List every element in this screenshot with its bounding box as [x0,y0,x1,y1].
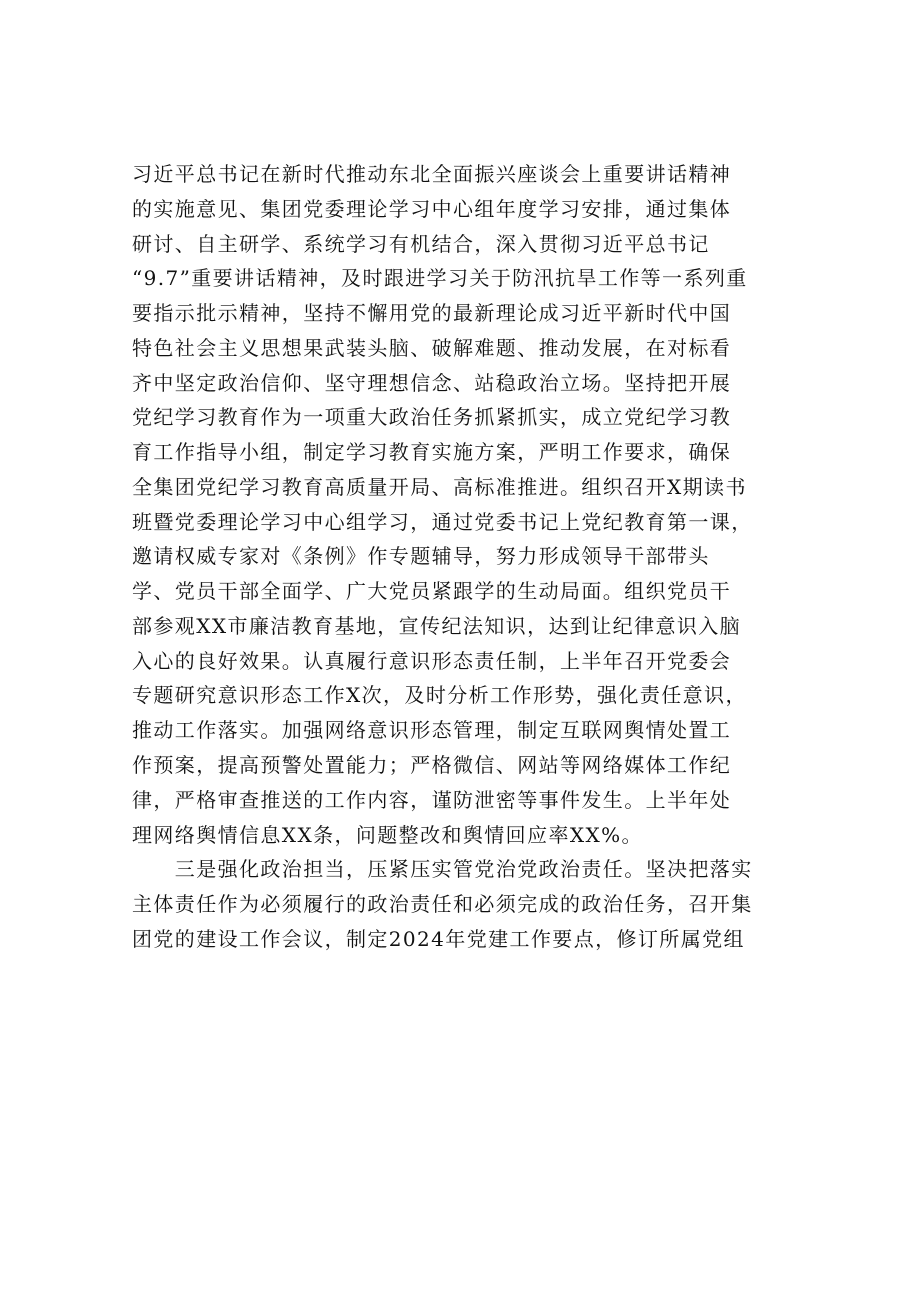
text-line: 党纪学习教育作为一项重大政治任务抓紧抓实，成立党纪学习教 [132,405,732,430]
body-text [132,157,812,957]
text-line: 习近平总书记在新时代推动东北全面振兴座谈会上重要讲话精神 [132,162,732,186]
text-line: 团党的建设工作会议，制定2024年党建工作要点，修订所属党组 [132,926,745,951]
text-line: 班暨党委理论学习中心组学习，通过党委书记上党纪教育第一课， [132,509,753,534]
text-line: “9.7”重要讲话精神，及时跟进学习关于防汛抗旱工作等一系列重 [132,266,748,291]
text-line: 理网络舆情信息XX条，问题整改和舆情回应率XX%。 [132,822,643,847]
text-line: 专题研究意识形态工作X次，及时分析工作形势，强化责任意识， [132,683,747,708]
text-line: 邀请权威专家对《条例》作专题辅导，努力形成领导干部带头 [132,544,710,569]
text-line: 全集团党纪学习教育高质量开局、高标准推进。组织召开X期读书 [132,474,747,499]
text-line: 齐中坚定政治信仰、坚守理想信念、站稳政治立场。坚持把开展 [132,370,732,395]
text-line: 入心的良好效果。认真履行意识形态责任制，上半年召开党委会 [132,648,732,673]
text-line: 部参观XX市廉洁教育基地，宣传纪法知识，达到让纪律意识入脑 [132,613,742,638]
text-line: 主体责任作为必须履行的政治责任和必须完成的政治任务，召开集 [132,892,753,917]
text-line: 作预案，提高预警处置能力；严格微信、网站等网络媒体工作纪 [132,753,732,778]
text-line: 特色社会主义思想果武装头脑、破解难题、推动发展，在对标看 [132,335,732,360]
text-line: 研讨、自主研学、系统学习有机结合，深入贯彻习近平总书记 [132,231,710,256]
text-line: 的实施意见、集团党委理论学习中心组年度学习安排，通过集体 [132,196,732,221]
text-line: 育工作指导小组，制定学习教育实施方案，严明工作要求，确保 [132,440,732,465]
text-line: 律，严格审查推送的工作内容，谨防泄密等事件发生。上半年处 [132,787,732,812]
text-line: 要指示批示精神，坚持不懈用党的最新理论成习近平新时代中国 [132,301,732,326]
text-line: 推动工作落实。加强网络意识形态管理，制定互联网舆情处置工 [132,718,732,743]
text-line: 学、党员干部全面学、广大党员紧跟学的生动局面。组织党员干 [132,579,732,604]
text-line: 三是强化政治担当，压紧压实管党治党政治责任。坚决把落实 [132,857,753,882]
